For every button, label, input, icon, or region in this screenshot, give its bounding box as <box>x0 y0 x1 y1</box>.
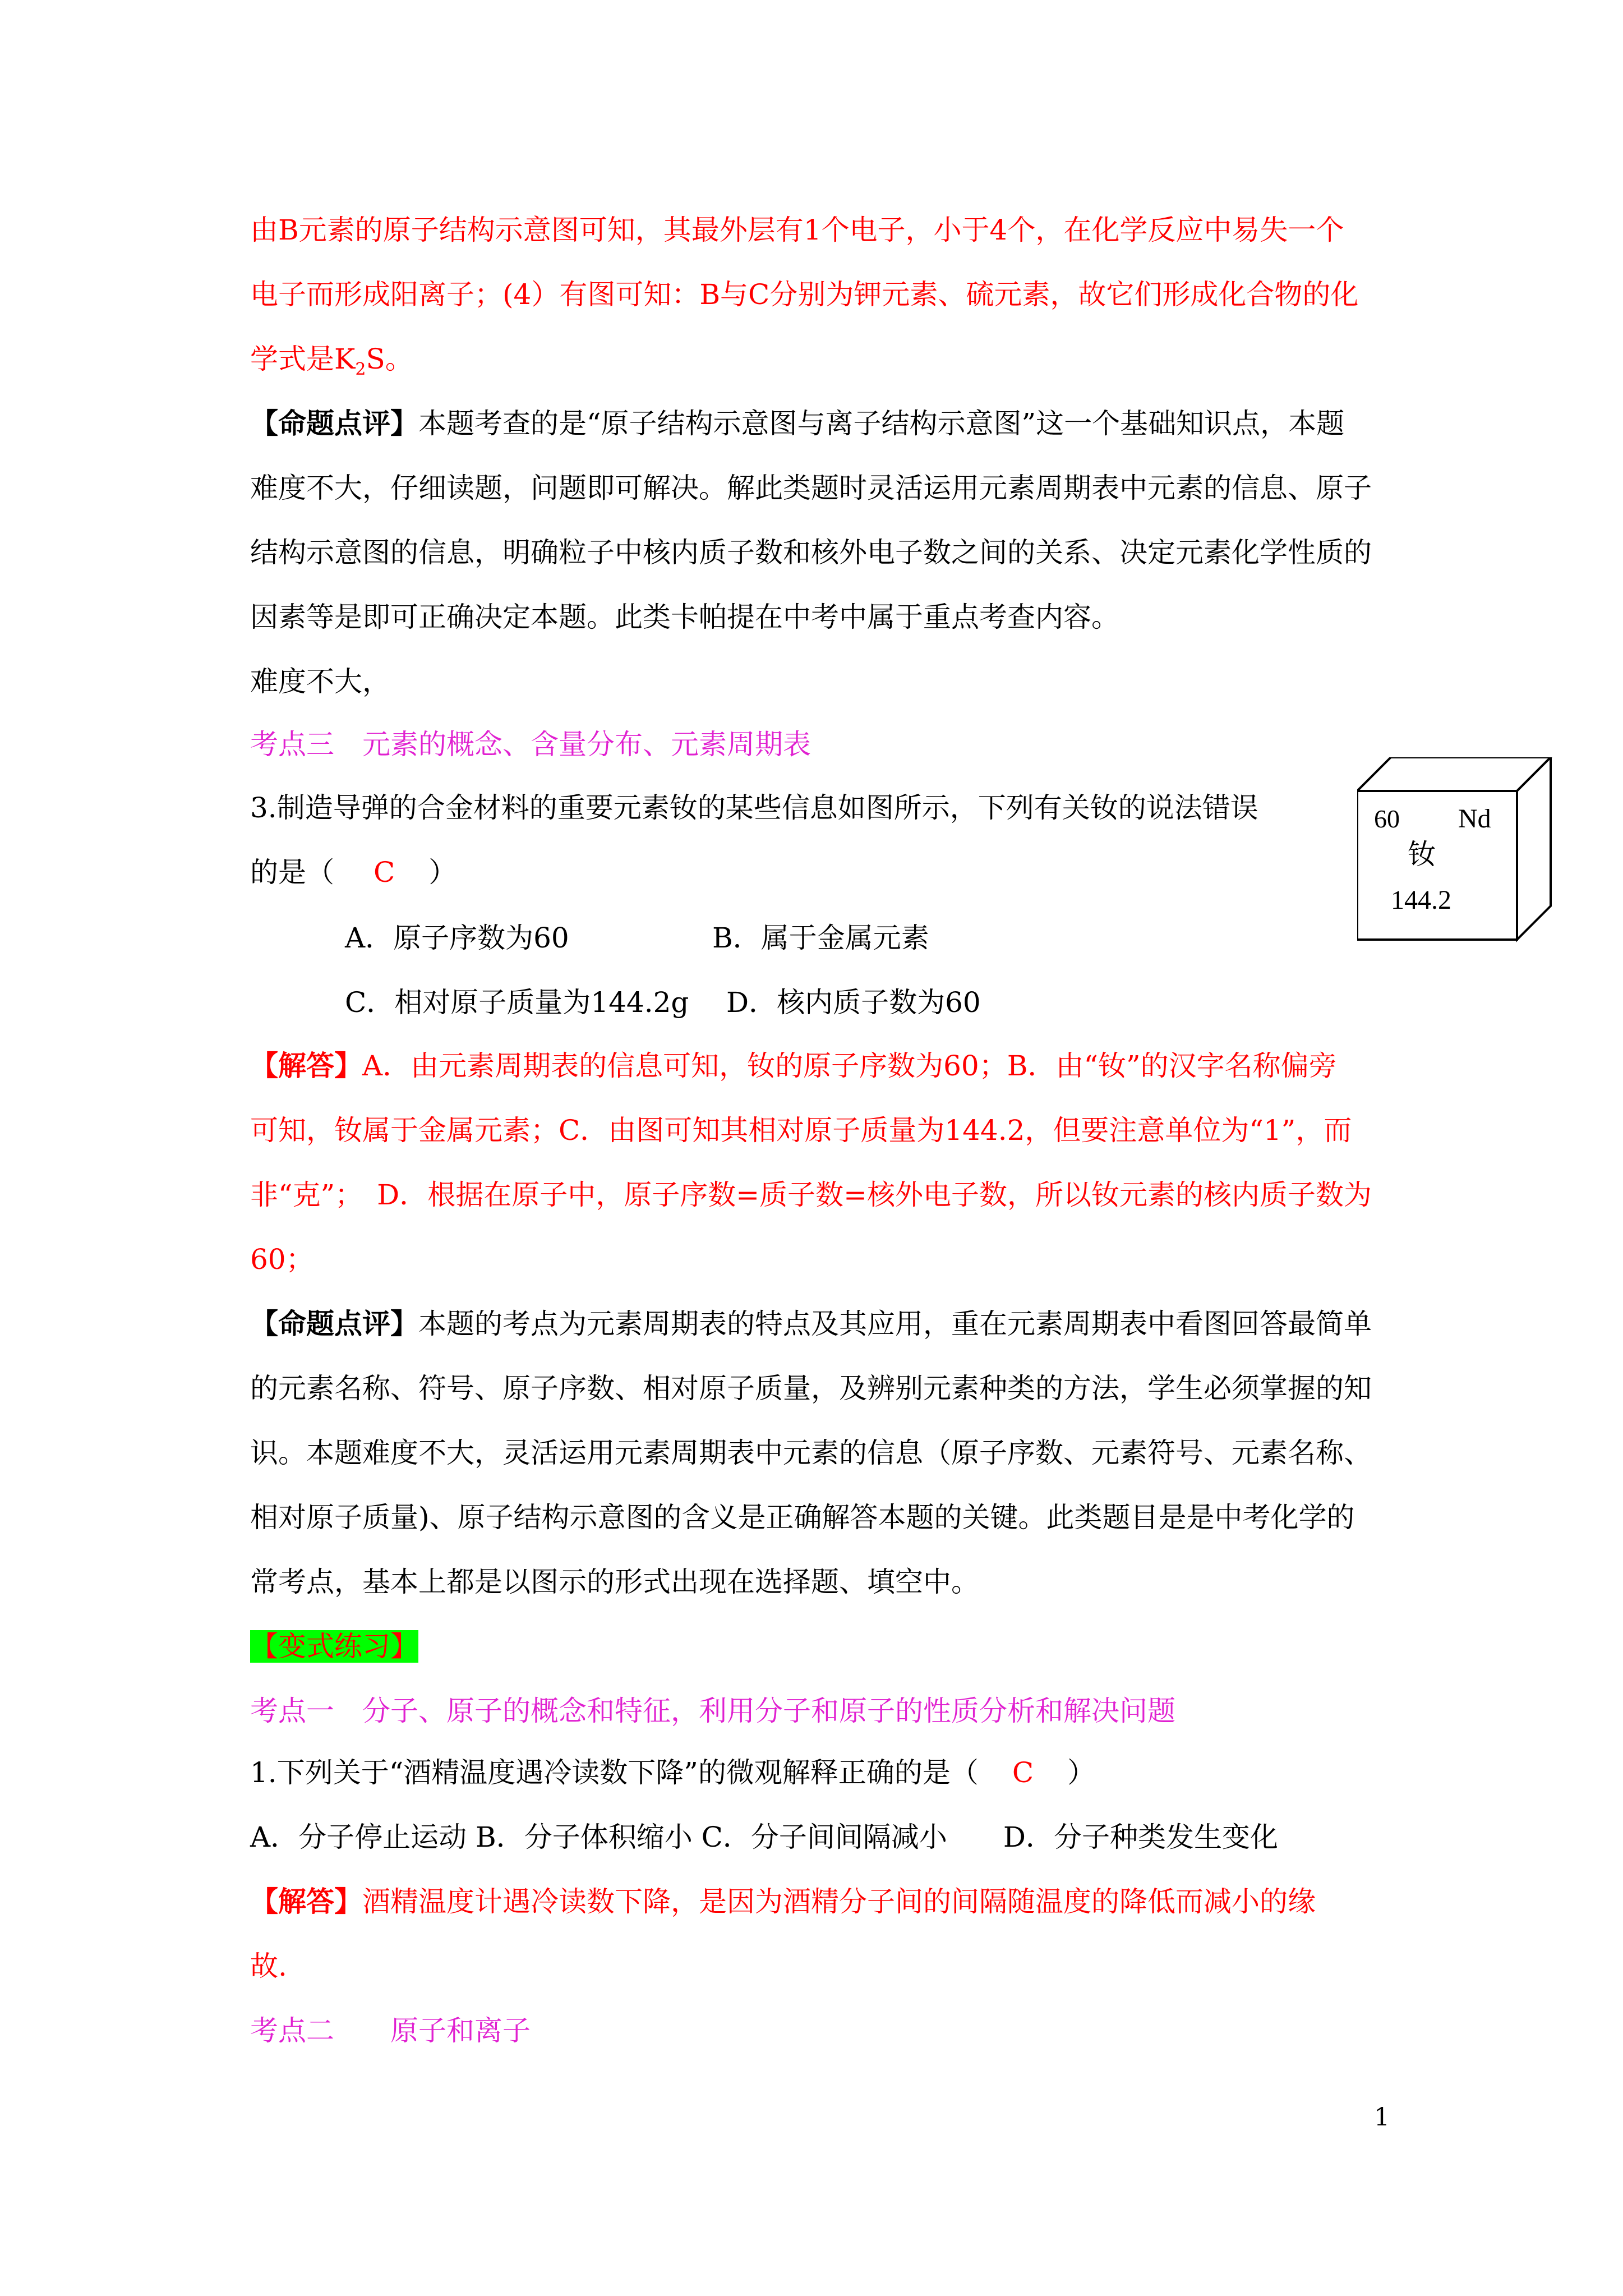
para1-line2: 电子而形成阳离子；(4）有图可知：B与C分别为钾元素、硫元素，故它们形成化合物的化 <box>250 278 1359 311</box>
element-atomic-number: 60 <box>1374 804 1400 833</box>
comment3-line3: 识。本题难度不大，灵活运用元素周期表中元素的信息（原子序数、元素符号、元素名称、 <box>250 1437 1372 1469</box>
comment1-tag: 【命题点评】 <box>250 407 418 440</box>
comment3-line5: 常考点，基本上都是以图示的形式出现在选择题、填空中。 <box>250 1566 979 1598</box>
answer1-line1 <box>250 1882 1316 1921</box>
comment1-line3: 结构示意图的信息，明确粒子中核内质子数和核外电子数之间的关系、决定元素化学性质的 <box>250 536 1372 569</box>
para1-line3-pre: 学式是K <box>250 343 356 375</box>
q3-stem-post: ） <box>428 856 457 889</box>
para1-line3 <box>250 339 413 389</box>
comment3-line4: 相对原子质量)、原子结构示意图的含义是正确解答本题的关键。此类题目是是中考化学的 <box>250 1501 1355 1534</box>
q1-stem <box>250 1753 1095 1792</box>
answer3-tag: 【解答】 <box>250 1049 362 1082</box>
q1-stem-post: ） <box>1067 1756 1096 1789</box>
para1-line1: 由B元素的原子结构示意图可知，其最外层有1个电子，小于4个，在化学反应中易失一个 <box>250 214 1344 246</box>
q3-option-b: B．属于金属元素 <box>712 922 929 954</box>
comment3-line1 <box>250 1304 1372 1343</box>
q3-option-c: C．相对原子质量为144.2g <box>345 986 689 1019</box>
practice-label-text: 【变式练习】 <box>250 1630 418 1663</box>
comment1-line2: 难度不大，仔细读题，问题即可解决。解此类题时灵活运用元素周期表中元素的信息、原子 <box>250 472 1372 504</box>
q3-stem-line2 <box>250 853 457 892</box>
comment1-line4: 因素等是即可正确决定本题。此类卡帕提在中考中属于重点考查内容。 <box>250 601 1119 633</box>
q1-stem-pre: 1.下列关于“酒精温度遇冷读数下降”的微观解释正确的是（ <box>250 1756 979 1789</box>
practice-label <box>250 1627 418 1666</box>
element-symbol: Nd <box>1458 804 1491 834</box>
element-name: 钕 <box>1408 838 1436 871</box>
answer3-line2: 可知，钕属于金属元素；C．由图可知其相对原子质量为144.2，但要注意单位为“1”，而 <box>250 1114 1352 1147</box>
comment1-line1-text: 本题考查的是“原子结构示意图与离子结构示意图”这一个基础知识点，本题 <box>418 407 1345 440</box>
q3-stem-line1: 3.制造导弹的合金材料的重要元素钕的某些信息如图所示，下列有关钕的说法错误 <box>250 792 1258 824</box>
q3-option-d: D．核内质子数为60 <box>726 986 981 1019</box>
answer1-line2: 故. <box>250 1950 287 1982</box>
para1-line3-post: S。 <box>366 343 413 375</box>
q3-stem-pre: 的是（ <box>250 856 334 889</box>
comment3-line1-text: 本题的考点为元素周期表的特点及其应用，重在元素周期表中看图回答最简单 <box>418 1308 1372 1340</box>
comment3-tag: 【命题点评】 <box>250 1307 418 1340</box>
cube-side-face <box>1517 757 1551 940</box>
potassium-subscript: 2 <box>355 360 366 379</box>
page-number: 1 <box>1374 2103 1390 2132</box>
element-mass: 144.2 <box>1391 885 1451 915</box>
answer3-line3: 非“克”； D．根据在原子中，原子序数=质子数=核外电子数，所以钕元素的核内质子数为 <box>250 1179 1372 1211</box>
q1-options: A．分子停止运动 B．分子体积缩小 C．分子间间隔减小 D．分子种类发生变化 <box>250 1821 1278 1853</box>
q3-answer: C <box>374 856 395 889</box>
comment1-line1 <box>250 404 1344 443</box>
section1-heading: 考点一 分子、原子的概念和特征，利用分子和原子的性质分析和解决问题 <box>250 1695 1175 1727</box>
stray-line: 难度不大， <box>250 665 390 698</box>
q1-answer: C <box>1012 1756 1034 1789</box>
section2-heading: 考点二 原子和离子 <box>250 2014 531 2047</box>
answer3-line1-text: A．由元素周期表的信息可知，钕的原子序数为60；B．由“钕”的汉字名称偏旁 <box>362 1050 1337 1082</box>
answer1-tag: 【解答】 <box>250 1885 362 1918</box>
section3-heading: 考点三 元素的概念、含量分布、元素周期表 <box>250 728 811 761</box>
q3-option-a: A．原子序数为60 <box>345 922 569 954</box>
answer1-line1-text: 酒精温度计遇冷读数下降，是因为酒精分子间的间隔随温度的降低而减小的缘 <box>362 1885 1316 1918</box>
answer3-line4: 60； <box>250 1243 314 1276</box>
answer3-line1 <box>250 1046 1337 1085</box>
comment3-line2: 的元素名称、符号、原子序数、相对原子质量，及辨别元素种类的方法，学生必须掌握的知 <box>250 1372 1372 1405</box>
element-card-figure <box>1357 757 1553 942</box>
